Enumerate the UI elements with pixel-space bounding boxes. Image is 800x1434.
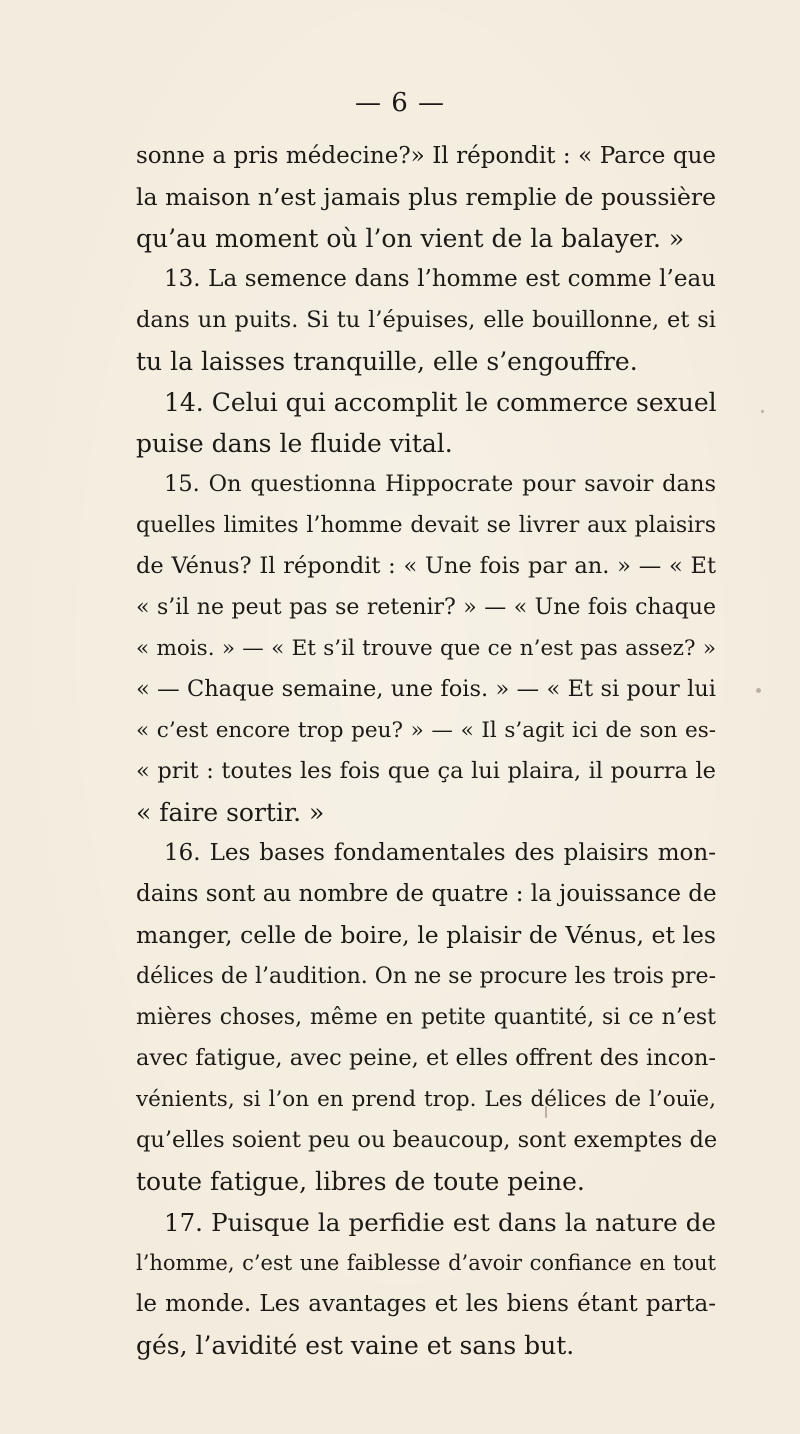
text-line: qu’elles soient peu ou beaucoup, sont exemptes de [136,1127,718,1153]
text-line: dans un puits. Si tu l’épuises, elle bouillonne, et si [136,307,716,333]
text-line: quelles limites l’homme devait se livrer aux plaisirs [136,513,716,538]
text-line: 13. La semence dans l’homme est comme l’eau [164,266,716,292]
text-line: le monde. Les avantages et les biens étant parta- [136,1291,716,1317]
text-line: l’homme, c’est une faiblesse d’avoir confiance en tout [136,1251,716,1275]
text-line: « mois. » — « Et s’il trouve que ce n’est pas assez? » [136,636,716,661]
paper-speck [545,1106,547,1118]
body-text [136,136,716,1366]
text-line: avec fatigue, avec peine, et elles offrent des incon- [136,1045,716,1071]
paper-speck [756,688,761,693]
text-line: mières choses, même en petite quantité, si ce n’est [136,1005,716,1030]
text-line: délices de l’audition. On ne se procure les trois pre- [136,964,716,989]
text-line: 16. Les bases fondamentales des plaisirs mon- [164,840,716,866]
text-line: 15. On questionna Hippocrate pour savoir dans [164,471,716,497]
text-line: 17. Puisque la perfidie est dans la nature de [164,1208,716,1237]
text-line: « faire sortir. » [136,798,325,827]
text-line: la maison n’est jamais plus remplie de poussière [136,183,716,211]
text-line: « s’il ne peut pas se retenir? » — « Une fois chaque [136,595,716,620]
text-line: tu la laisses tranquille, elle s’engouffre. [136,347,638,376]
text-line: dains sont au nombre de quatre : la jouissance de [136,881,717,907]
text-line: vénients, si l’on en prend trop. Les délices de l’ouïe, [136,1087,716,1112]
text-line: « prit : toutes les fois que ça lui plaira, il pourra le [136,758,716,784]
text-line: de Vénus? Il répondit : « Une fois par an. » — « Et [136,553,716,579]
text-line: puise dans le fluide vital. [136,429,453,458]
text-line: manger, celle de boire, le plaisir de Vénus, et les [136,921,716,949]
text-line: toute fatigue, libres de toute peine. [136,1167,585,1196]
page-number: — 6 — [354,88,446,118]
text-line: 14. Celui qui accomplit le commerce sexuel [164,388,717,417]
text-line: qu’au moment où l’on vient de la balayer. » [136,224,685,253]
text-line: gés, l’avidité est vaine et sans but. [136,1331,575,1360]
paper-speck [761,410,764,413]
text-line: sonne a pris médecine?» Il répondit : « Parce que [136,143,716,169]
text-line: « — Chaque semaine, une fois. » — « Et si pour lui [136,676,716,702]
text-line: « c’est encore trop peu? » — « Il s’agit ici de son es- [136,718,716,743]
